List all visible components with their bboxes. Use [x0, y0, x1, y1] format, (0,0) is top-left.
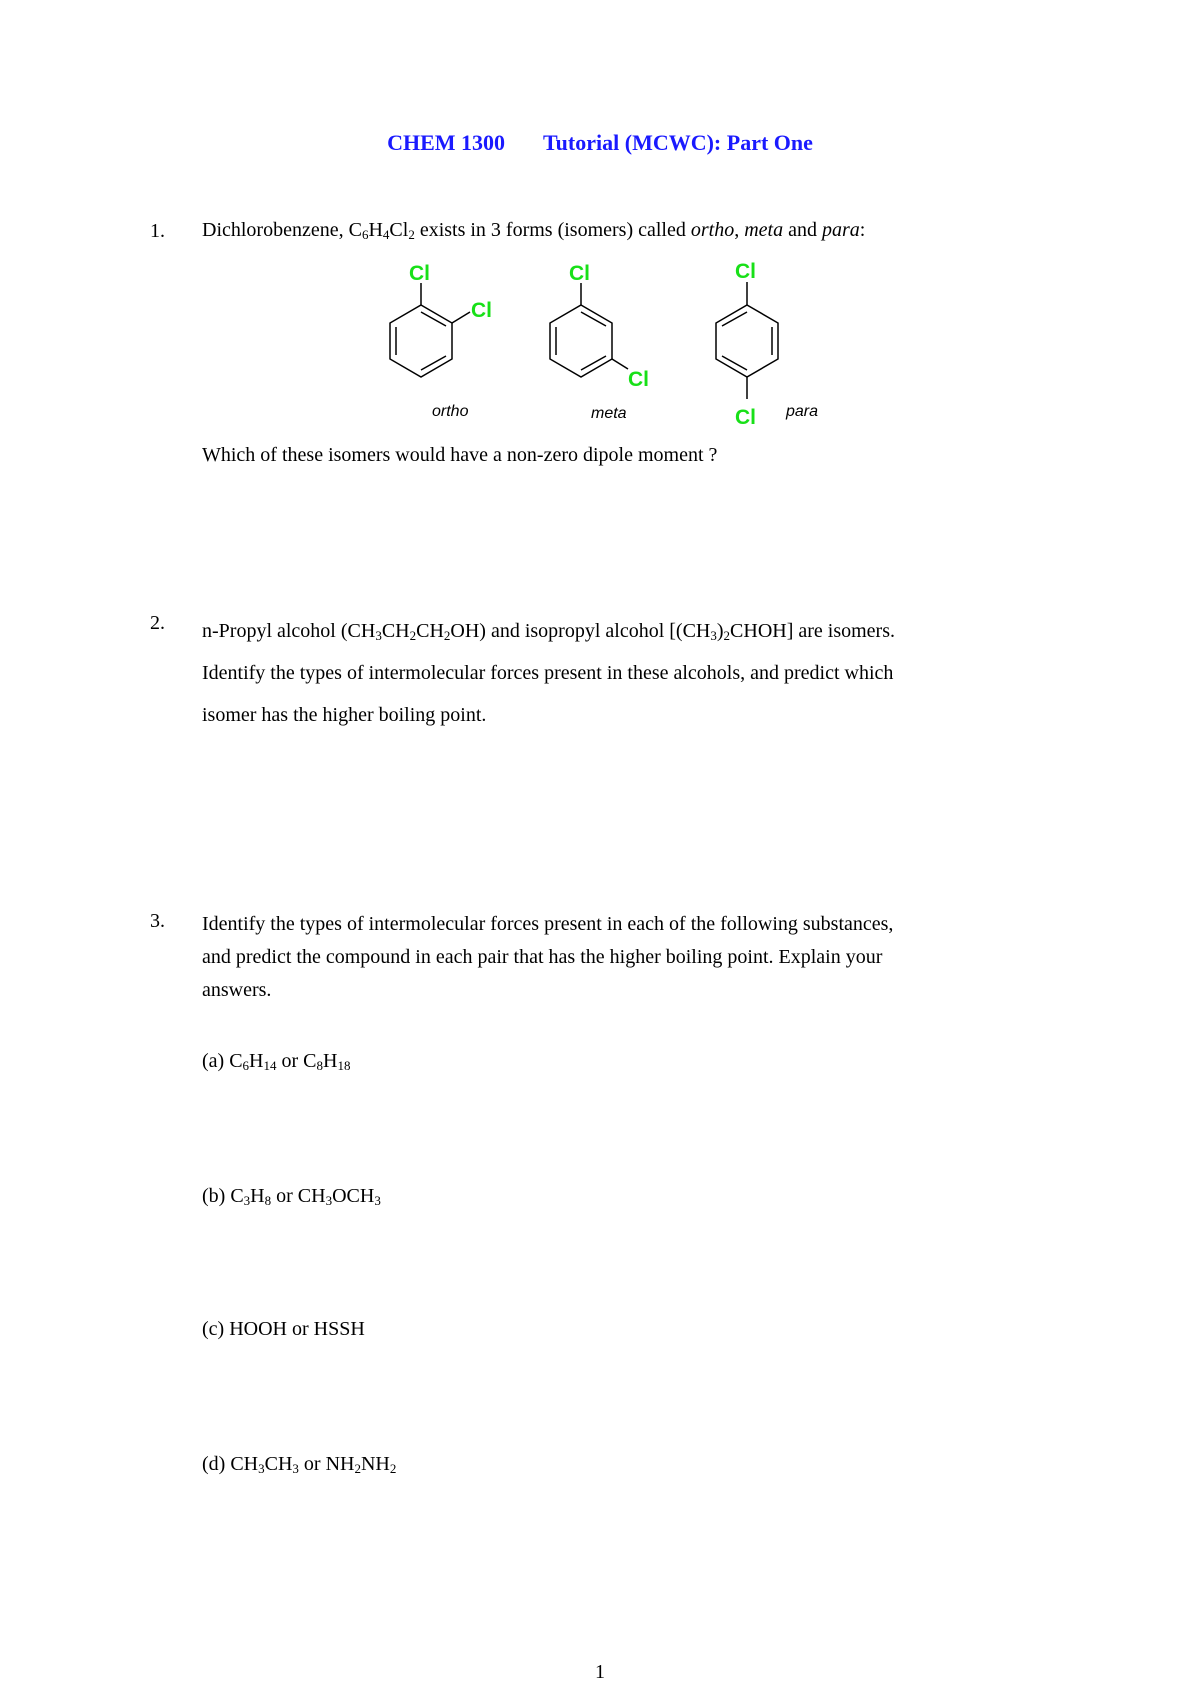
page-number: 1 — [595, 1661, 605, 1683]
course-code: CHEM 1300 — [387, 130, 506, 155]
question-3-part-b: (b) $C_3H_8$ or $CH_3OCH_3$ — [202, 1185, 381, 1208]
dichlorobenzene-isomers-diagram — [370, 255, 830, 440]
meta-label: meta — [591, 405, 627, 422]
para-structure — [716, 282, 778, 399]
question-2-line-1: n-Propyl alcohol $(CH_3CH_2CH_2OH)$ and isopropyl alcohol $[(CH_3)_2CHOH]$ are isomers. — [202, 620, 895, 643]
question-1-number: 1. — [150, 220, 165, 242]
ortho-cl-side: Cl — [471, 299, 492, 322]
ortho-cl-top: Cl — [409, 262, 430, 285]
para-label: para — [786, 403, 819, 420]
question-3-line-3: answers. — [202, 979, 272, 1001]
question-3-text — [202, 908, 1082, 1007]
question-3-part-d: (d) $CH_3CH_3$ or $NH_2NH_2$ — [202, 1453, 397, 1476]
ortho-structure — [390, 283, 470, 377]
question-3-part-c: (c) HOOH or HSSH — [202, 1318, 365, 1340]
ortho-label: ortho — [432, 403, 469, 420]
meta-cl-top: Cl — [569, 262, 590, 285]
question-3-line-2: and predict the compound in each pair that has the higher boiling point. Explain your — [202, 946, 883, 968]
question-1-prompt: Which of these isomers would have a non-zero dipole moment ? — [202, 444, 718, 466]
question-2-line-3: isomer has the higher boiling point. — [202, 704, 487, 726]
question-2-line-2: Identify the types of intermolecular forces present in these alcohols, and predict which — [202, 662, 894, 684]
page-title — [0, 130, 1200, 156]
question-2-text — [202, 610, 1082, 736]
question-1-intro: Dichlorobenzene, $C_6H_4Cl_2$ exists in 3 forms (isomers) called ortho, meta and para: — [202, 219, 866, 242]
para-cl-top: Cl — [735, 260, 756, 283]
question-2-number: 2. — [150, 612, 165, 634]
para-cl-bottom: Cl — [735, 406, 756, 429]
question-3-line-1: Identify the types of intermolecular forces present in each of the following substances, — [202, 913, 894, 935]
meta-structure — [550, 283, 628, 377]
tutorial-title: Tutorial (MCWC): Part One — [543, 130, 813, 155]
question-3-number: 3. — [150, 910, 165, 932]
meta-cl-bottom: Cl — [628, 368, 649, 391]
question-3-part-a: (a) $C_6H_{14}$ or $C_8H_{18}$ — [202, 1050, 351, 1073]
